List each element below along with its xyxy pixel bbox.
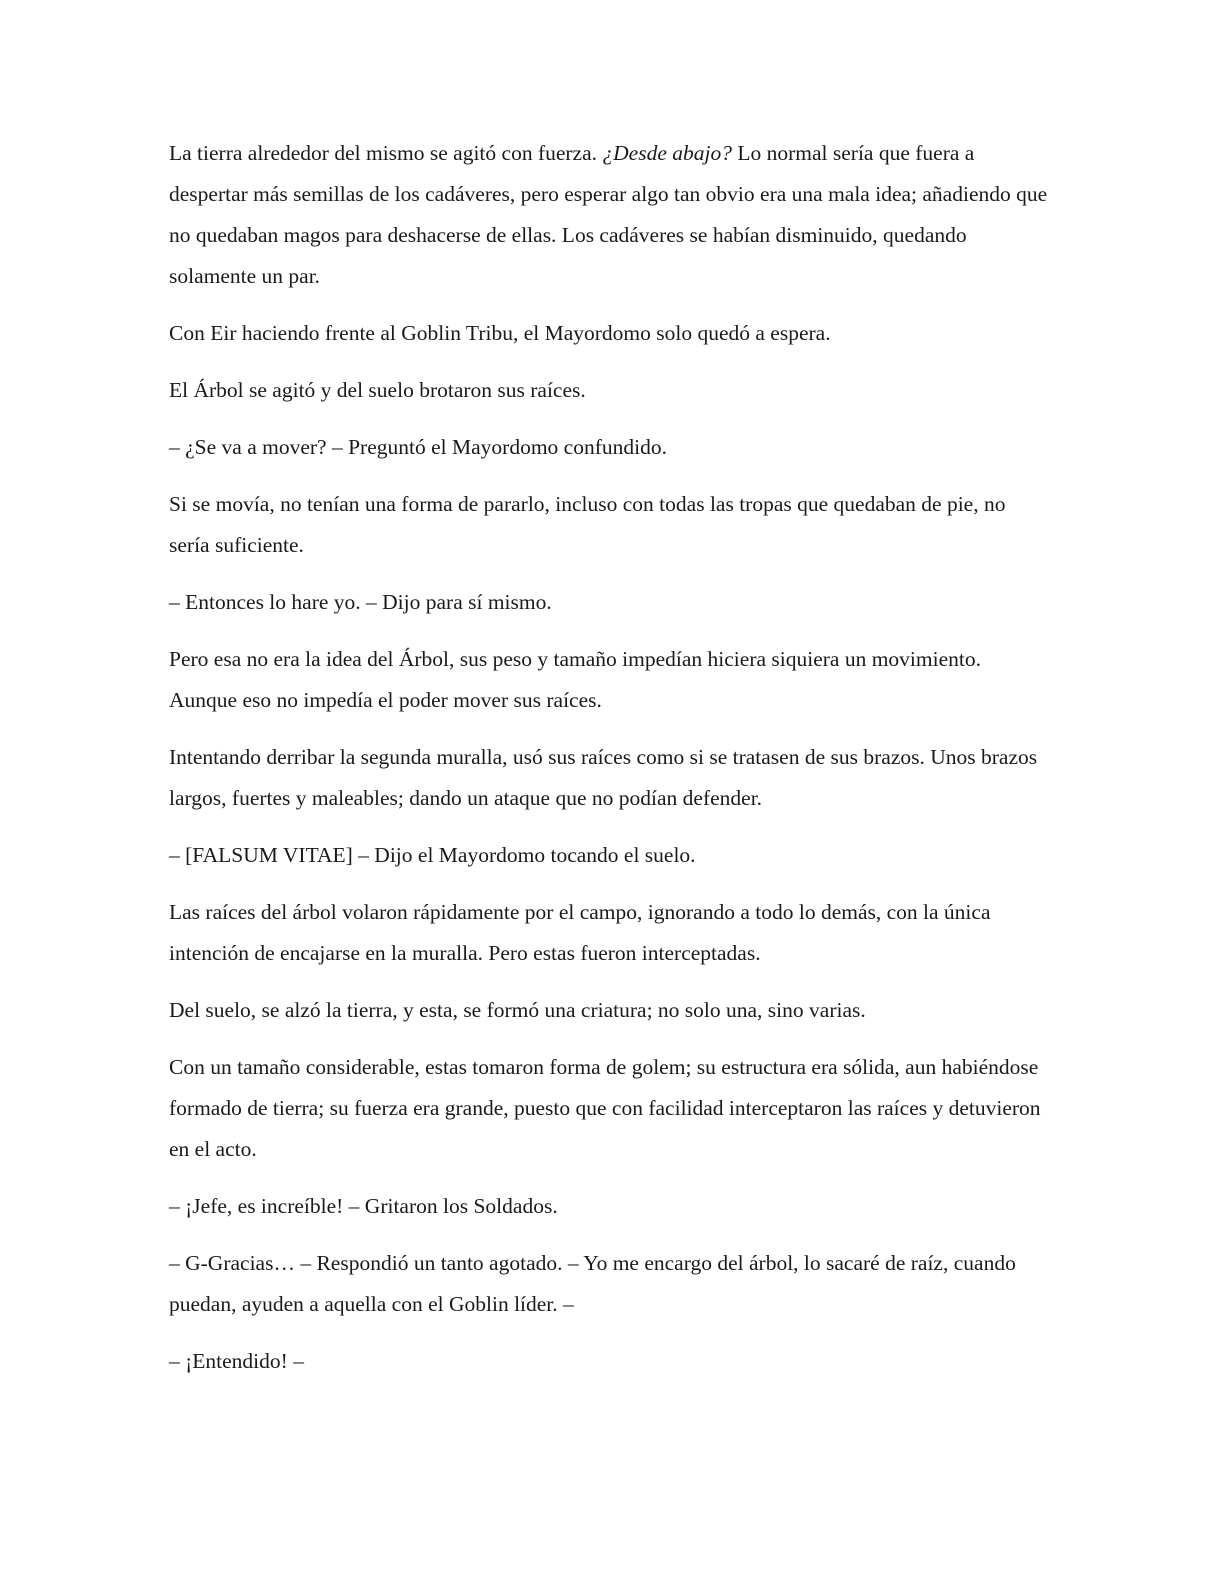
paragraph-2: Con Eir haciendo frente al Goblin Tribu, el Mayordomo solo quedó a espera. [169, 321, 831, 345]
paragraph-1 [169, 133, 1049, 297]
paragraph-8: Intentando derribar la segunda muralla, usó sus raíces como si se tratasen de sus brazos. Unos brazos largos, fuertes y maleables; dando un ataque que no podían defender. [169, 745, 1038, 810]
paragraph-9: – [FALSUM VITAE] – Dijo el Mayordomo tocando el suelo. [169, 843, 696, 867]
paragraph-4: – ¿Se va a mover? – Preguntó el Mayordomo confundido. [169, 435, 667, 459]
paragraph-1-text-before: La tierra alrededor del mismo se agitó con fuerza. [169, 141, 603, 165]
paragraph-1-italic-text: ¿Desde abajo? [602, 141, 732, 165]
paragraph-11: Del suelo, se alzó la tierra, y esta, se formó una criatura; no solo una, sino varias. [169, 998, 866, 1022]
paragraph-6: – Entonces lo hare yo. – Dijo para sí mismo. [169, 590, 552, 614]
paragraph-12: Con un tamaño considerable, estas tomaron forma de golem; su estructura era sólida, aun habiéndose formado de tierra; su fuerza era grande, puesto que con facilidad interceptaron las raíces y detuvieron en el acto. [169, 1055, 1041, 1161]
paragraph-13: – ¡Jefe, es increíble! – Gritaron los Soldados. [169, 1194, 558, 1218]
paragraph-5: Si se movía, no tenían una forma de pararlo, incluso con todas las tropas que quedaban de pie, no sería suficiente. [169, 492, 1006, 557]
paragraph-3: El Árbol se agitó y del suelo brotaron sus raíces. [169, 378, 586, 402]
paragraph-10: Las raíces del árbol volaron rápidamente por el campo, ignorando a todo lo demás, con la única intención de encajarse en la muralla. Pero estas fueron interceptadas. [169, 900, 991, 965]
document-body [169, 133, 1049, 1398]
paragraph-7: Pero esa no era la idea del Árbol, sus peso y tamaño impedían hiciera siquiera un movimiento. Aunque eso no impedía el poder mover sus raíces. [169, 647, 981, 712]
paragraph-14: – G-Gracias… – Respondió un tanto agotado. – Yo me encargo del árbol, lo sacaré de raíz, cuando puedan, ayuden a aquella con el Goblin líder. – [169, 1251, 1016, 1316]
paragraph-15: – ¡Entendido! – [169, 1349, 304, 1373]
paragraph-1-text-after: Lo normal sería que fuera a despertar más semillas de los cadáveres, pero esperar algo tan obvio era una mala idea; añadiendo que no quedaban magos para deshacerse de ellas. Los cadáveres se habían disminuido, quedando solamente un par. [169, 141, 1048, 288]
